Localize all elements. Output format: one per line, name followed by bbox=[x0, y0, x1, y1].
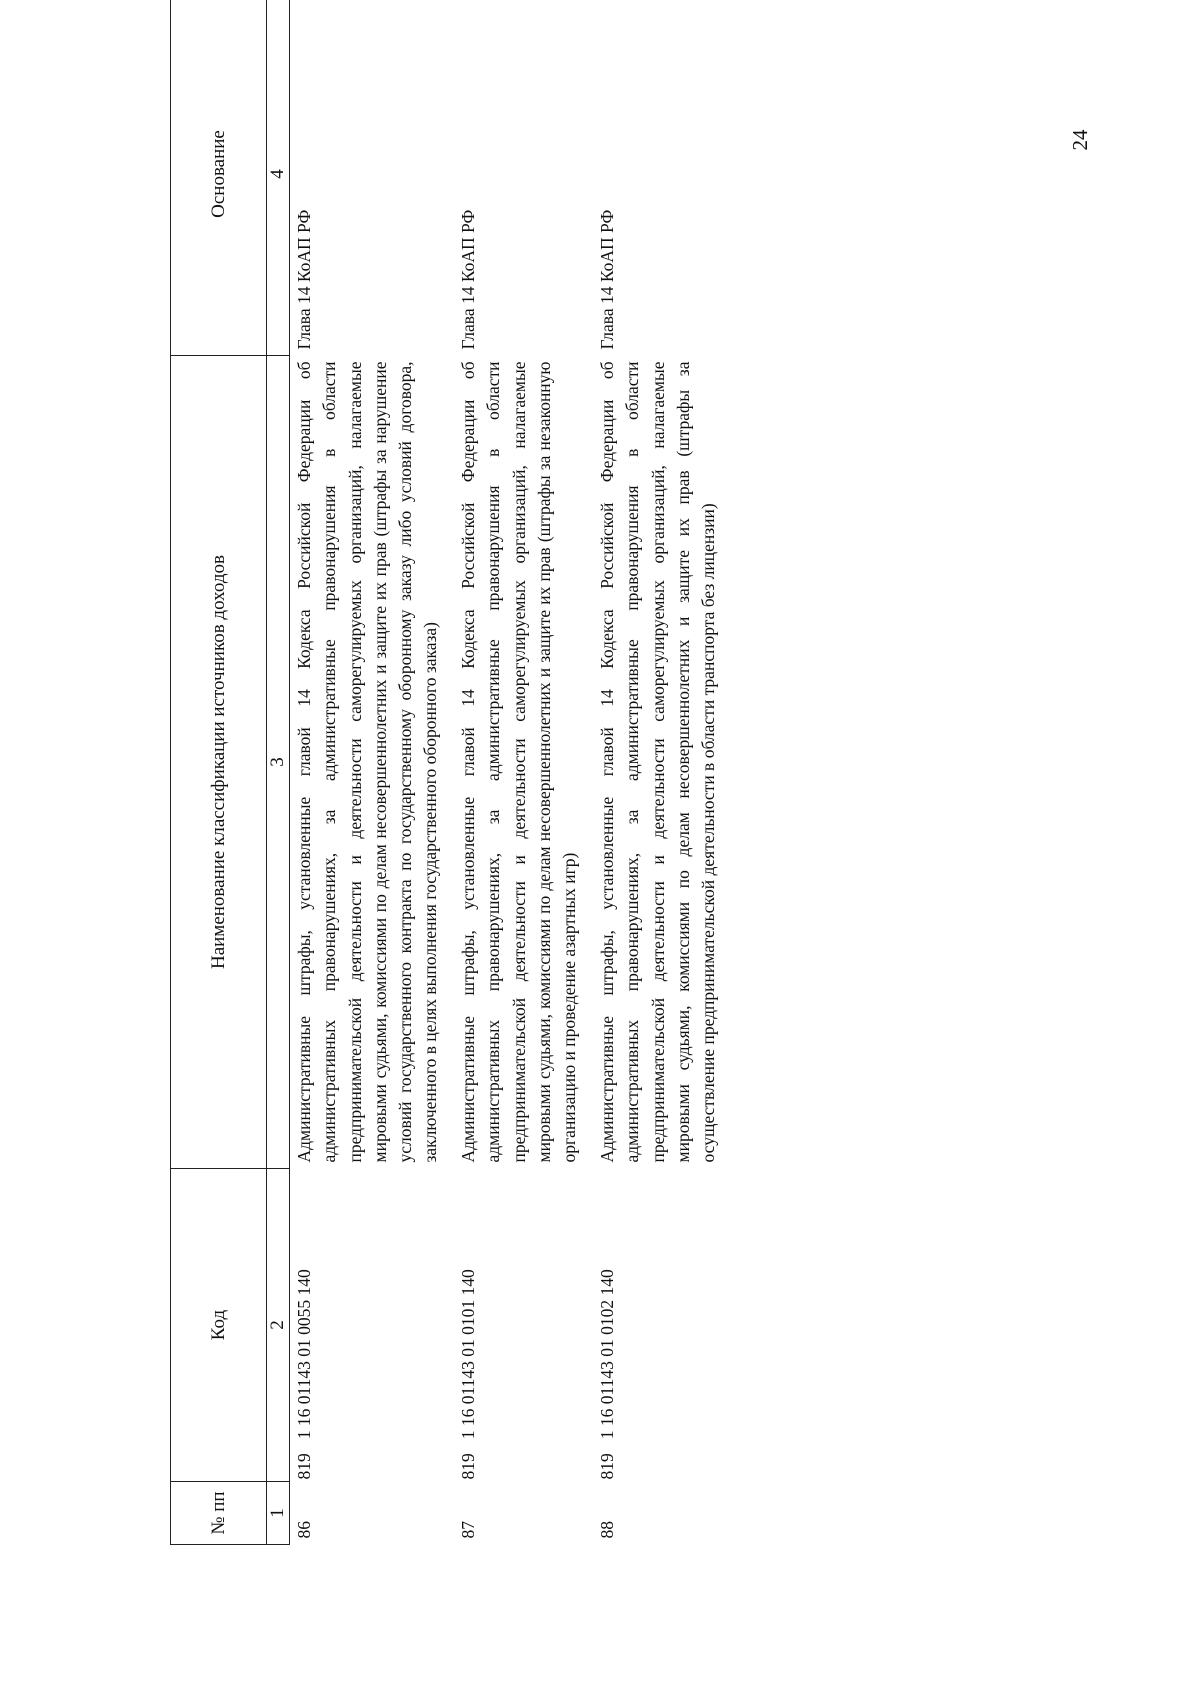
income-name: Административные штрафы, установленные главой 14 Кодекса Российской Федерации об административных правонарушениях, за административные правонарушения в области предпринимательской деятельности и деятельности саморегулируемых организаций, налагаемые мировыми судьями, комиссиями по делам несовершеннолетних и защите их прав (штрафы за незаконную организацию и проведение азартных игр) bbox=[458, 361, 580, 1163]
basis: Глава 14 КоАП РФ bbox=[294, 209, 314, 350]
header-name: Наименование классификации источников доходов bbox=[171, 356, 267, 1169]
budget-code: 1 16 01143 01 0101 140 bbox=[458, 1269, 478, 1440]
row-code-cell bbox=[454, 1169, 593, 1482]
column-index-2: 2 bbox=[267, 1169, 290, 1482]
header-code: Код bbox=[171, 1169, 267, 1482]
column-index-1: 1 bbox=[267, 1482, 290, 1545]
basis: Глава 14 КоАП РФ bbox=[458, 209, 478, 350]
rotated-document bbox=[170, 45, 810, 1545]
column-index-3: 3 bbox=[267, 356, 290, 1169]
row-number: 87 bbox=[458, 1521, 478, 1539]
row-code-cell bbox=[290, 1169, 455, 1482]
income-name: Административные штрафы, установленные главой 14 Кодекса Российской Федерации об административных правонарушениях, за административные правонарушения в области предпринимательской деятельности и деятельности саморегулируемых организаций, налагаемые мировыми судьями, комиссиями по делам несовершеннолетних и защите их прав (штрафы за осуществление предпринимательской деятельности в области транспорта без лицензии) bbox=[597, 361, 719, 1163]
income-name: Административные штрафы, установленные главой 14 Кодекса Российской Федерации об административных правонарушениях, за административные правонарушения в области предпринимательской деятельности и деятельности саморегулируемых организаций, налагаемые мировыми судьями, комиссиями по делам несовершеннолетних и защите их прав (штрафы за нарушение условий государственного контракта по государственному оборонному заказу либо условий договора, заключенного в целях выполнения государственного оборонного заказа) bbox=[294, 361, 441, 1163]
row-code-cell bbox=[593, 1169, 737, 1482]
row-number: 86 bbox=[294, 1521, 314, 1539]
admin-code: 819 bbox=[458, 1453, 478, 1480]
column-index-4: 4 bbox=[267, 0, 290, 356]
admin-code: 819 bbox=[597, 1453, 617, 1480]
budget-code: 1 16 01143 01 0055 140 bbox=[294, 1269, 314, 1440]
header-basis: Основание bbox=[171, 0, 267, 356]
table-row bbox=[593, 0, 737, 1545]
table-row bbox=[290, 0, 455, 1545]
table-row bbox=[454, 0, 593, 1545]
basis: Глава 14 КоАП РФ bbox=[597, 209, 617, 350]
admin-code: 819 bbox=[294, 1453, 314, 1480]
page-number: 24 bbox=[1068, 129, 1092, 151]
header-no: № пп bbox=[171, 1482, 267, 1545]
row-number: 88 bbox=[597, 1521, 617, 1539]
table-header-row bbox=[171, 0, 267, 1545]
column-index-row bbox=[267, 0, 290, 1545]
budget-code: 1 16 01143 01 0102 140 bbox=[597, 1269, 617, 1440]
income-classification-table bbox=[170, 0, 737, 1545]
